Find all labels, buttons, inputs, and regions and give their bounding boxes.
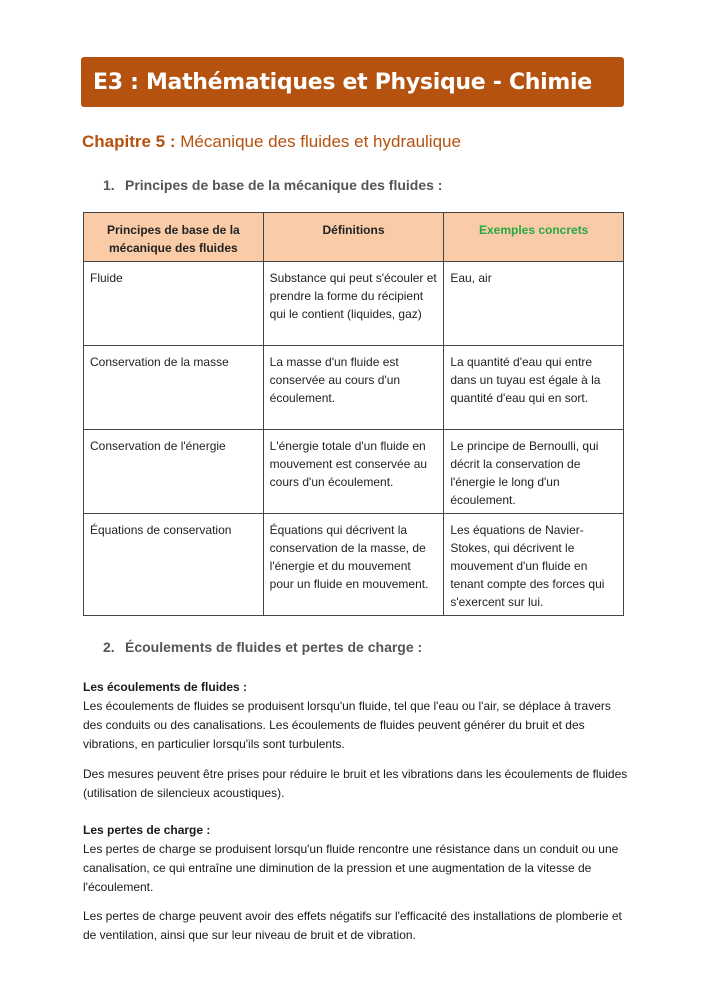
table-cell: Équations qui décrivent la conservation de la masse, de l'énergie et du mouvement pour un fluide en mouvement. (263, 514, 444, 616)
table-row (84, 514, 624, 616)
chapter-lead: Chapitre 5 : (82, 132, 176, 151)
section-2-title: Écoulements de fluides et pertes de charge : (125, 639, 423, 655)
table-cell: La quantité d'eau qui entre dans un tuyau est égale à la quantité d'eau qui en sort. (444, 346, 624, 430)
table-row (84, 262, 624, 346)
banner-title: E3 : Mathématiques et Physique - Chimie (93, 69, 592, 95)
pertes-heading: Les pertes de charge : (83, 823, 211, 837)
ecoulements-paragraph (83, 678, 628, 754)
chapter-heading (82, 132, 461, 152)
table-cell: Équations de conservation (84, 514, 264, 616)
table-header-examples: Exemples concrets (444, 213, 624, 262)
ecoulements-text-1: Les écoulements de fluides se produisent lorsqu'un fluide, tel que l'eau ou l'air, se déplace à travers des conduits ou des canalisations. Les écoulements de fluides peuvent générer du bruit et des vibrations, en particulier lorsqu'ils sont turbulents. (83, 699, 611, 751)
section-1-number: 1. (103, 177, 115, 193)
section-2-number: 2. (103, 639, 115, 655)
ecoulements-heading: Les écoulements de fluides : (83, 680, 248, 694)
section-2-heading (103, 639, 422, 655)
section-1-heading (103, 177, 442, 193)
table-cell: La masse d'un fluide est conservée au cours d'un écoulement. (263, 346, 444, 430)
table-header-row (84, 213, 624, 262)
ecoulements-text-2: Des mesures peuvent être prises pour réduire le bruit et les vibrations dans les écoulements de fluides (utilisation de silencieux acoustiques). (83, 767, 628, 800)
table-row (84, 430, 624, 514)
pertes-paragraph (83, 821, 628, 897)
table-cell: Conservation de la masse (84, 346, 264, 430)
principles-table (83, 212, 624, 616)
pertes-paragraph-2 (83, 907, 628, 945)
chapter-title: Mécanique des fluides et hydraulique (180, 132, 461, 151)
table-cell: Le principe de Bernoulli, qui décrit la conservation de l'énergie le long d'un écoulement. (444, 430, 624, 514)
table-cell: Fluide (84, 262, 264, 346)
table-cell: L'énergie totale d'un fluide en mouvement est conservée au cours d'un écoulement. (263, 430, 444, 514)
table-cell: Eau, air (444, 262, 624, 346)
table-cell: Conservation de l'énergie (84, 430, 264, 514)
table-cell: Les équations de Navier-Stokes, qui décrivent le mouvement d'un fluide en tenant compte des forces qui s'exercent sur lui. (444, 514, 624, 616)
pertes-text-1: Les pertes de charge se produisent lorsqu'un fluide rencontre une résistance dans un conduit ou une canalisation, ce qui entraîne une diminution de la pression et une augmentation de la vitesse de l'écoulement. (83, 842, 619, 894)
section-1-title: Principes de base de la mécanique des fluides : (125, 177, 443, 193)
ecoulements-paragraph-2 (83, 765, 628, 803)
table-row (84, 346, 624, 430)
table-header-principle: Principes de base de la mécanique des fluides (84, 213, 264, 262)
pertes-text-2: Les pertes de charge peuvent avoir des effets négatifs sur l'efficacité des installations de plomberie et de ventilation, ainsi que sur leur niveau de bruit et de vibration. (83, 909, 622, 942)
table-header-definition: Définitions (263, 213, 444, 262)
page-banner (81, 57, 624, 107)
table-cell: Substance qui peut s'écouler et prendre la forme du récipient qui le contient (liquides, gaz) (263, 262, 444, 346)
